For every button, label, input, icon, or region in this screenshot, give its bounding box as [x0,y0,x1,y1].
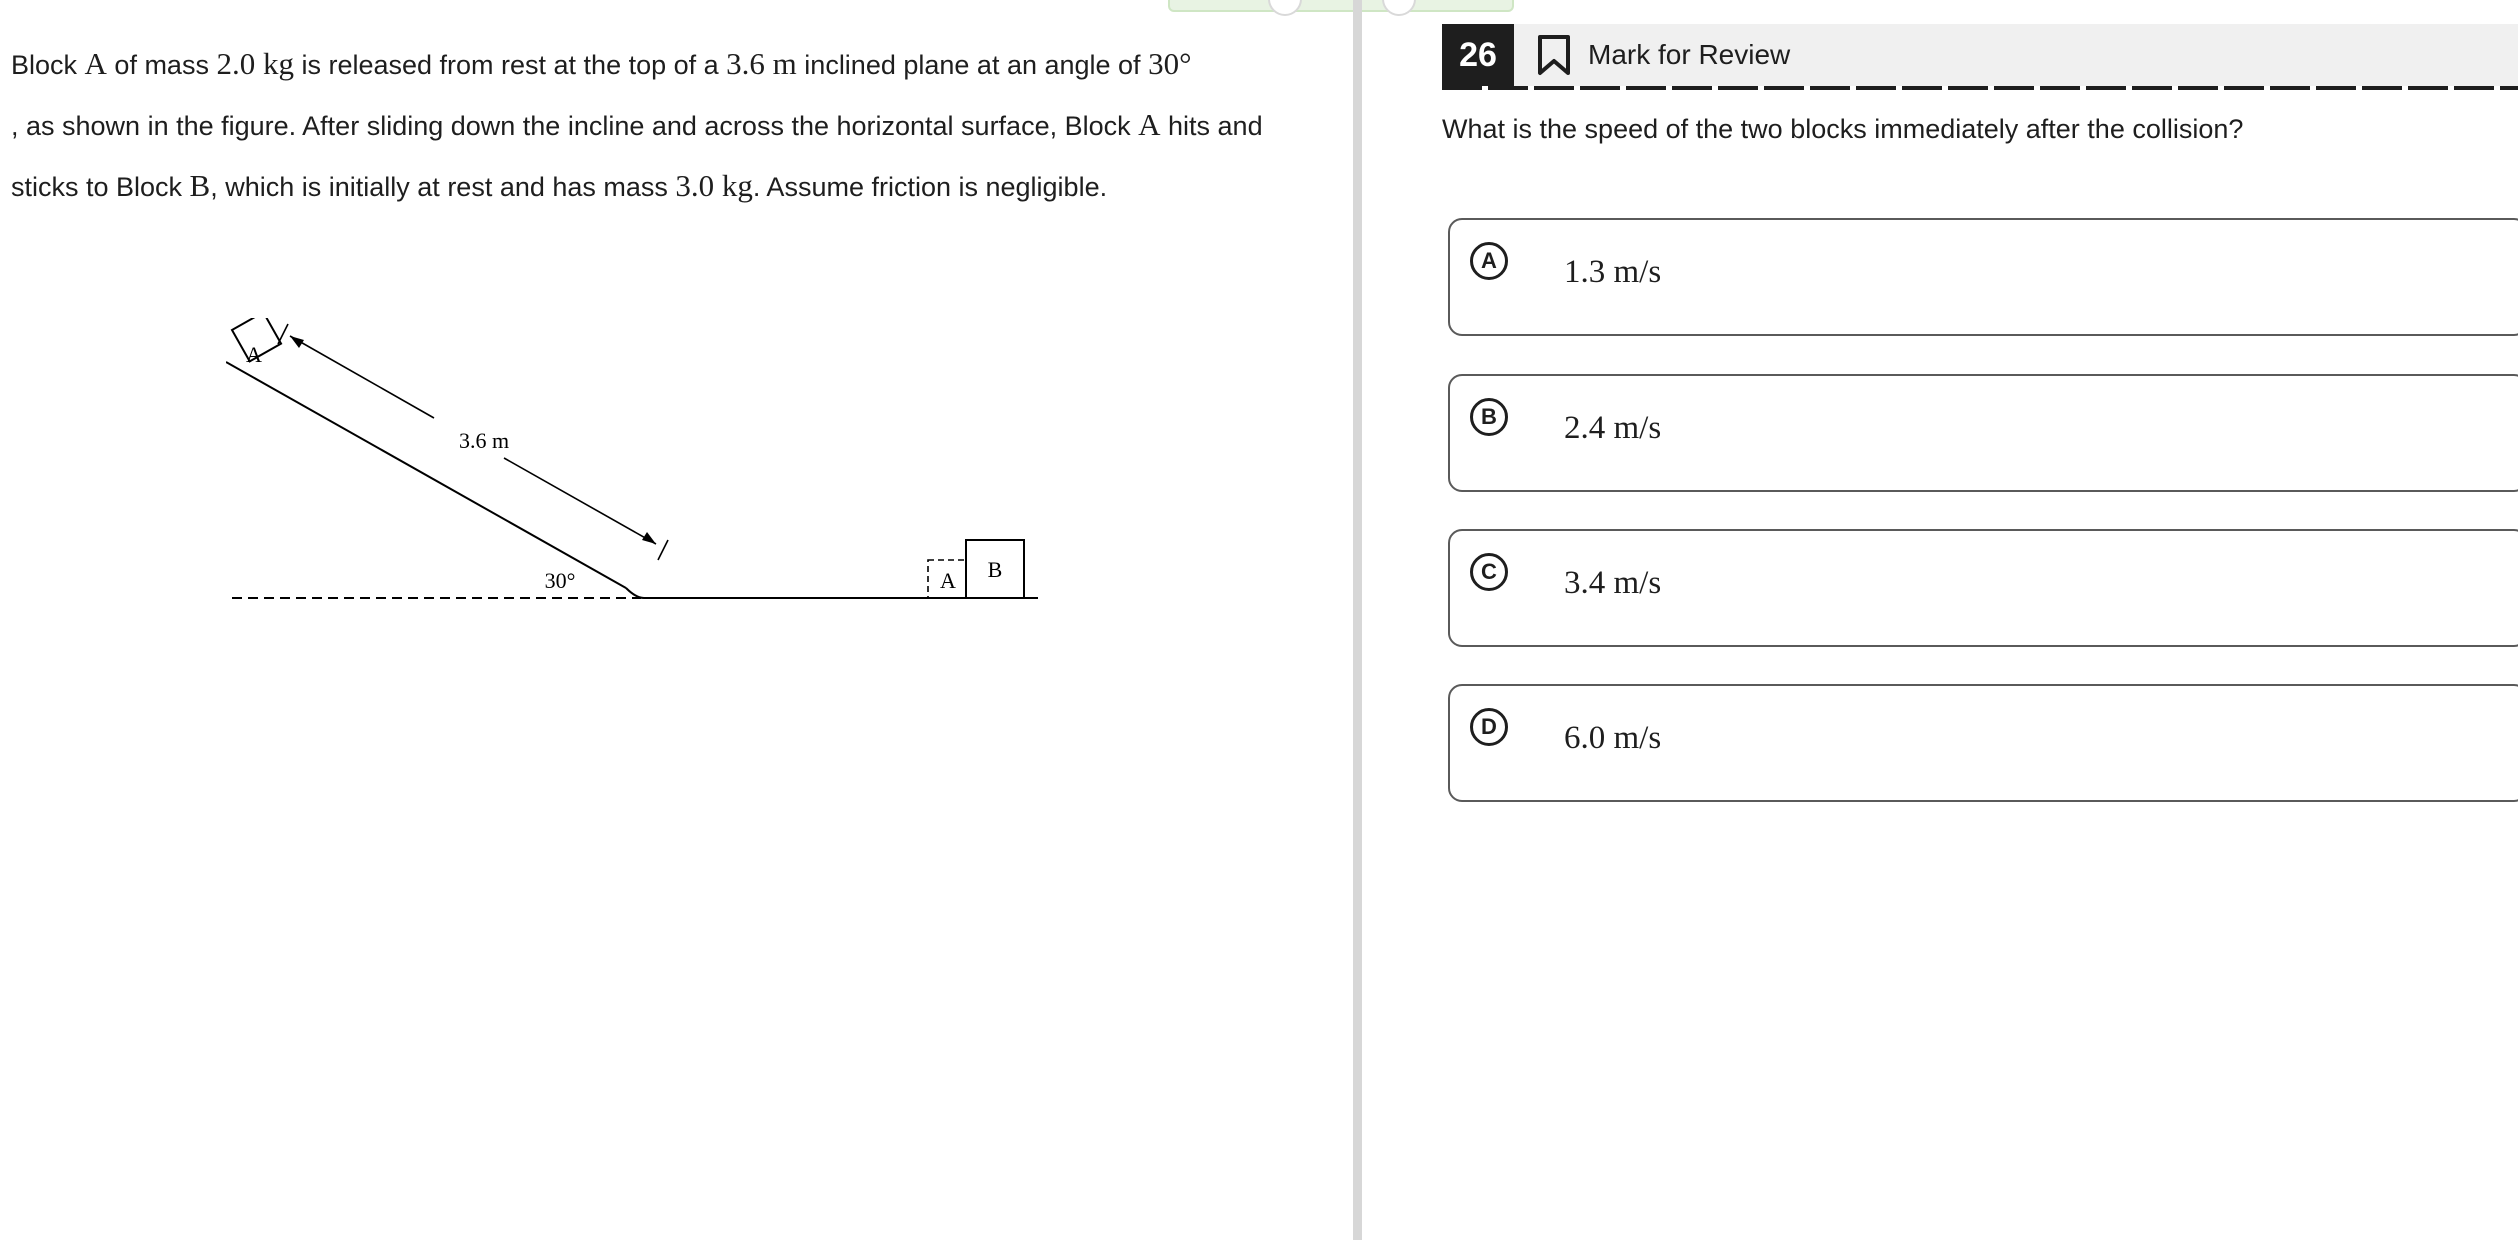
passage-text [11,34,1291,217]
choice-letter: A [1470,242,1508,280]
dimension-tick-top [278,324,288,344]
incline-curve [626,588,644,598]
math-block-a: A [1138,107,1161,142]
passage-segment: of mass [106,50,217,80]
angle-label: 30° [544,568,576,593]
passage-segment: hits and sticks to Block [11,111,1263,202]
dimension-arrow-bottom [642,532,656,544]
question-stem: What is the speed of the two blocks immediately after the collision? [1442,114,2244,144]
choice-letter: B [1470,398,1508,436]
choice-text: 6.0 m/s [1564,720,1662,756]
passage-segment: . Assume friction is negligible. [752,172,1108,202]
choice-text: 2.4 m/s [1564,410,1662,446]
passage-segment: inclined plane at an angle of [796,50,1149,80]
bookmark-icon [1534,33,1574,77]
dimension-arrow-top [290,336,304,348]
choice-text: 3.4 m/s [1564,565,1662,601]
passage-segment: Block [11,50,85,80]
mark-for-review-button[interactable] [1534,32,1790,78]
question-number: 26 [1442,24,1514,86]
header-dashed-divider [1442,86,2518,90]
block-a-label: A [246,342,262,367]
choice-text: 1.3 m/s [1564,254,1662,290]
passage-segment: , which is initially at rest and has mass [210,172,676,202]
block-a-ghost-label: A [940,568,956,593]
length-label: 3.6 m [458,428,510,453]
pane-divider[interactable] [1353,0,1362,1240]
answer-choice-d[interactable] [1448,684,2518,802]
choice-letter: C [1470,553,1508,591]
question-pane [1362,0,2518,1248]
block-b-label: B [987,557,1003,582]
dimension-line-upper [290,336,434,418]
answer-choice-c[interactable] [1448,529,2518,647]
question-header [1442,24,2518,86]
incline-figure [226,318,1046,618]
math-mass-a: 2.0 kg [216,46,294,81]
incline-surface [226,362,626,588]
passage-segment: , as shown in the figure. After sliding down the incline and across the horizontal surface, Block [11,111,1139,141]
math-block-a: A [84,46,107,81]
mark-for-review-label: Mark for Review [1588,39,1791,70]
math-angle: 30° [1148,46,1192,81]
math-block-b: B [189,168,211,203]
math-length: 3.6 m [726,46,797,81]
choice-letter: D [1470,708,1508,746]
math-mass-b: 3.0 kg [675,168,753,203]
dimension-tick-bottom [658,540,668,560]
answer-choice-a[interactable] [1448,218,2518,336]
answer-choice-b[interactable] [1448,374,2518,492]
passage-segment: is released from rest at the top of a [293,50,727,80]
